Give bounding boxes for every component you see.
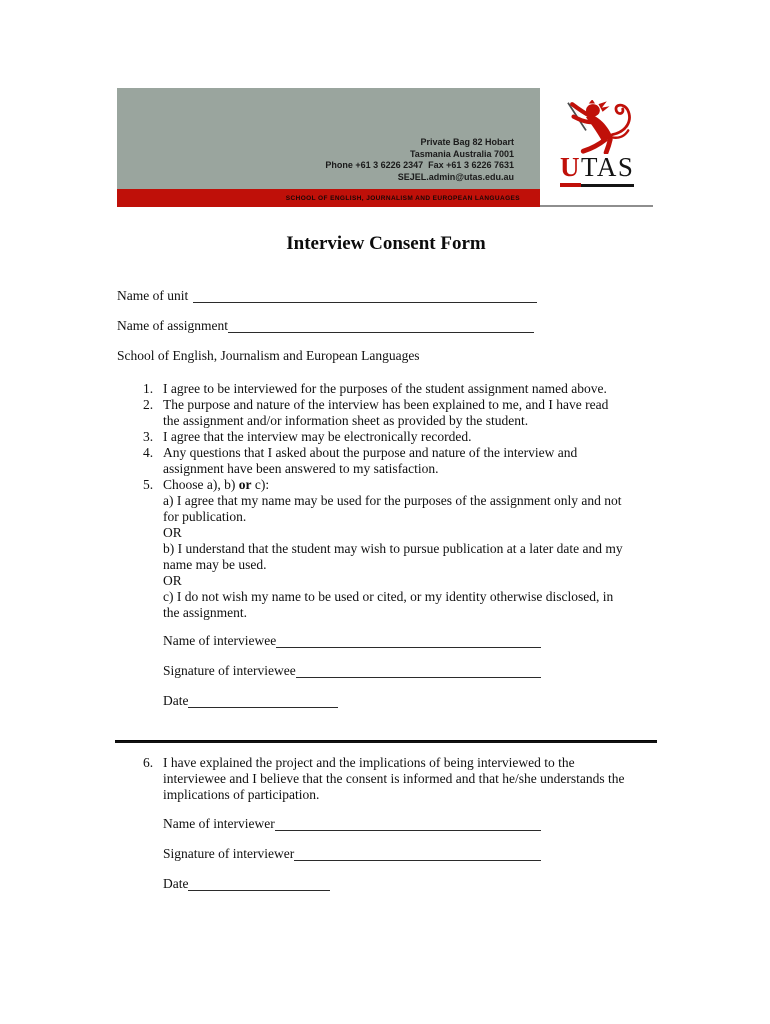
interviewer-signature-row (163, 846, 541, 862)
address-line: SEJEL.admin@utas.edu.au (397, 171, 514, 182)
or-separator: OR (163, 573, 182, 588)
interviewee-date-line[interactable] (188, 706, 338, 708)
interviewer-name-row (163, 816, 541, 832)
address-line: Phone +61 3 6226 2347 Fax +61 3 6226 7631 (325, 160, 514, 170)
interviewer-name-line[interactable] (275, 829, 541, 831)
assignment-field-row (117, 318, 534, 334)
letterhead-address (325, 137, 514, 183)
or-separator: OR (163, 525, 182, 540)
interviewee-date-row (163, 693, 338, 709)
interviewee-name-row (163, 633, 541, 649)
interviewer-signature-line[interactable] (294, 859, 541, 861)
assignment-field-line[interactable] (228, 331, 534, 333)
interviewer-declaration: 6. I have explained the project and the implications of being interviewed to the interviewee and I believe that the consent is informed and that he/she understands the implications of participation. (143, 755, 625, 802)
interviewer-date-row (163, 876, 330, 892)
interviewee-signature-row (163, 663, 541, 679)
interviewer-date-line[interactable] (188, 889, 330, 891)
consent-item-2: 2. The purpose and nature of the interview has been explained to me, and I have read the assignment and/or information sheet as provided by the student. (143, 397, 609, 428)
unit-field-line[interactable] (193, 301, 537, 303)
page-title: Interview Consent Form (286, 233, 486, 254)
unit-label: Name of unit (117, 288, 189, 303)
letterhead-banner (117, 88, 540, 207)
utas-tas: TAS (581, 152, 634, 187)
consent-item-5: 5. Choose a), b) or c): a) I agree that my name may be used for the purposes of the assignment only and not for publication. OR b) I understand that the student may wish to pursue publication at a later date and my name may be used. OR c) I do not wish my name to be used or cited, or my identity otherwise disclosed, in the assignment. (117, 477, 655, 621)
unit-field-row (117, 288, 537, 304)
address-line: Tasmania Australia 7001 (409, 148, 514, 159)
option-c-line: c) I do not wish my name to be used or cited, or my identity otherwise disclosed, in (163, 589, 614, 604)
option-a-line: a) I agree that my name may be used for the purposes of the assignment only and not (163, 493, 622, 508)
interviewer-name-label: Name of interviewer (163, 816, 275, 831)
option-b-line: name may be used. (163, 557, 267, 572)
form-body (117, 288, 655, 892)
school-name-strip (117, 189, 540, 207)
interviewee-date-label: Date (163, 693, 189, 708)
option-a-line: for publication. (163, 509, 247, 524)
school-name-label: SCHOOL OF ENGLISH, JOURNALISM AND EUROPEAN LANGUAGES (285, 194, 520, 202)
interviewer-signature-label: Signature of interviewer (163, 846, 295, 861)
interviewee-signature-line[interactable] (296, 676, 541, 678)
consent-list (117, 381, 655, 621)
interviewee-name-line[interactable] (276, 646, 541, 648)
utas-wordmark (560, 152, 652, 182)
assignment-label: Name of assignment (117, 318, 228, 333)
tasmanian-lion-icon (562, 100, 646, 154)
address-line: Private Bag 82 Hobart (420, 137, 514, 147)
consent-item-1: 1. I agree to be interviewed for the purposes of the student assignment named above. (143, 381, 607, 396)
section-divider (115, 740, 657, 743)
option-b-line: b) I understand that the student may wish to pursue publication at a later date and my (163, 541, 623, 556)
option-c-line: the assignment. (163, 605, 247, 620)
interviewer-date-label: Date (163, 876, 189, 891)
consent-item-3: 3. I agree that the interview may be electronically recorded. (143, 429, 472, 444)
utas-u: U (560, 152, 581, 187)
utas-logo (560, 100, 652, 184)
choose-line: Choose a), b) or c): (163, 477, 270, 492)
school-line: School of English, Journalism and European Languages (117, 348, 420, 363)
interviewee-signature-label: Signature of interviewee (163, 663, 296, 678)
interviewee-name-label: Name of interviewee (163, 633, 277, 648)
letterhead-rule (540, 205, 653, 207)
consent-item-4: 4. Any questions that I asked about the purpose and nature of the interview and assignment have been answered to my satisfaction. (143, 445, 578, 476)
